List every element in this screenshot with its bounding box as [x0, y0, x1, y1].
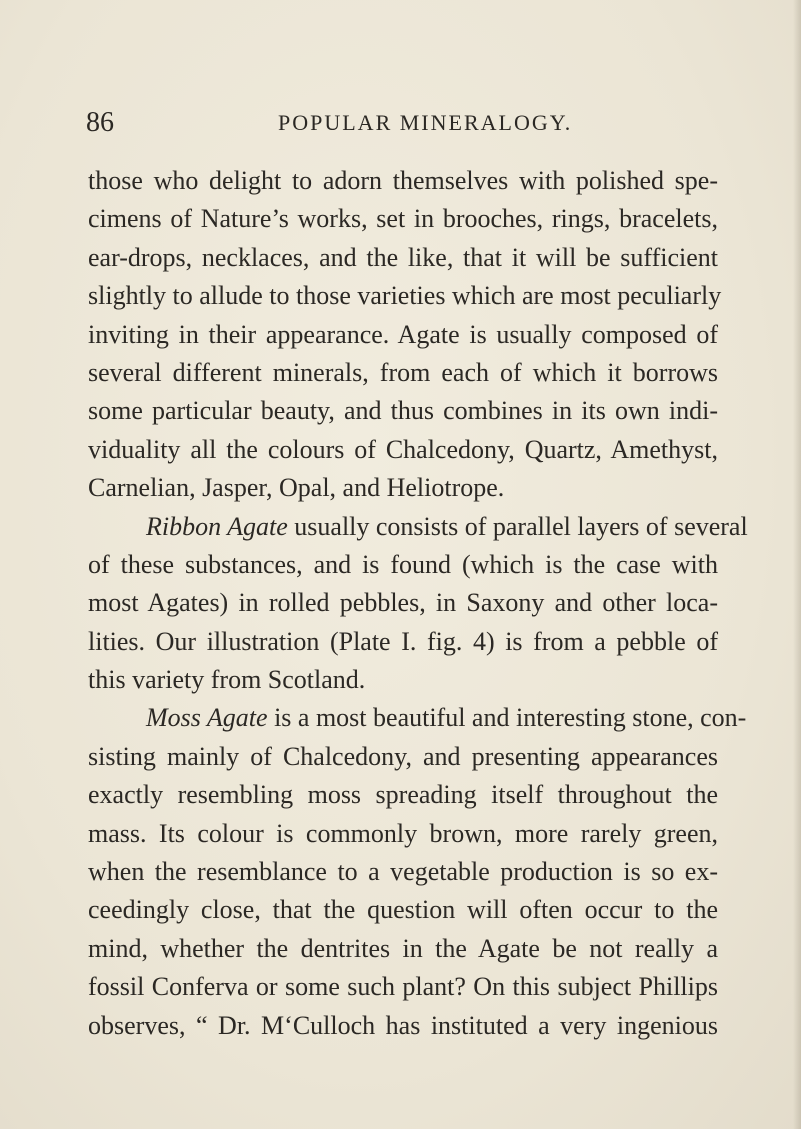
text-line: Carnelian, Jasper, Opal, and Heliotrope.	[88, 473, 505, 503]
text-line: mind, whether the dentrites in the Agate be not really a	[88, 933, 718, 963]
text-line: mass. Its colour is commonly brown, more rarely green,	[88, 818, 718, 848]
text-line: several different minerals, from each of which it borrows	[88, 357, 718, 387]
text-line: inviting in their appearance. Agate is usually composed of	[88, 319, 718, 349]
text-line	[88, 508, 748, 546]
text-line: slightly to allude to those varieties which are most peculiarly	[88, 281, 722, 311]
text-line: observes, “ Dr. M‘Culloch has instituted a very ingenious	[88, 1010, 718, 1040]
page-number: 86	[86, 107, 114, 138]
text-line: most Agates) in rolled pebbles, in Saxony and other loca-	[88, 588, 718, 618]
text-line: lities. Our illustration (Plate I. fig. 4) is from a pebble of	[88, 626, 718, 656]
text-line: sisting mainly of Chalcedony, and presenting appearances	[88, 741, 718, 771]
body-text	[88, 162, 748, 1045]
text-line: cimens of Nature’s works, set in brooches, rings, bracelets,	[88, 204, 718, 234]
text-line: ceedingly close, that the question will often occur to the	[88, 895, 718, 925]
page-edge-shadow	[793, 0, 801, 1129]
text-line: viduality all the colours of Chalcedony, Quartz, Amethyst,	[88, 434, 718, 464]
text-line: this variety from Scotland.	[88, 665, 366, 695]
text-line: exactly resembling moss spreading itself throughout the	[88, 780, 718, 810]
text-line: when the resemblance to a vegetable production is so ex-	[88, 857, 718, 887]
running-title: POPULAR MINERALOGY.	[278, 110, 573, 135]
text-line: those who delight to adorn themselves with polished spe-	[88, 166, 718, 195]
text-run: usually consists of parallel layers of several	[287, 511, 748, 541]
italic-term: Moss Agate	[146, 703, 268, 733]
page-header	[0, 103, 801, 143]
italic-term: Ribbon Agate	[146, 511, 288, 541]
text-line: some particular beauty, and thus combines in its own indi-	[88, 396, 718, 426]
text-line: of these substances, and is found (which is the case with	[88, 549, 718, 579]
text-line: fossil Conferva or some such plant? On this subject Phillips	[88, 972, 718, 1002]
text-run: is a most beautiful and interesting stone, con-	[267, 703, 747, 733]
text-line: ear-drops, necklaces, and the like, that it will be sufficient	[88, 242, 718, 272]
text-line	[88, 699, 747, 737]
